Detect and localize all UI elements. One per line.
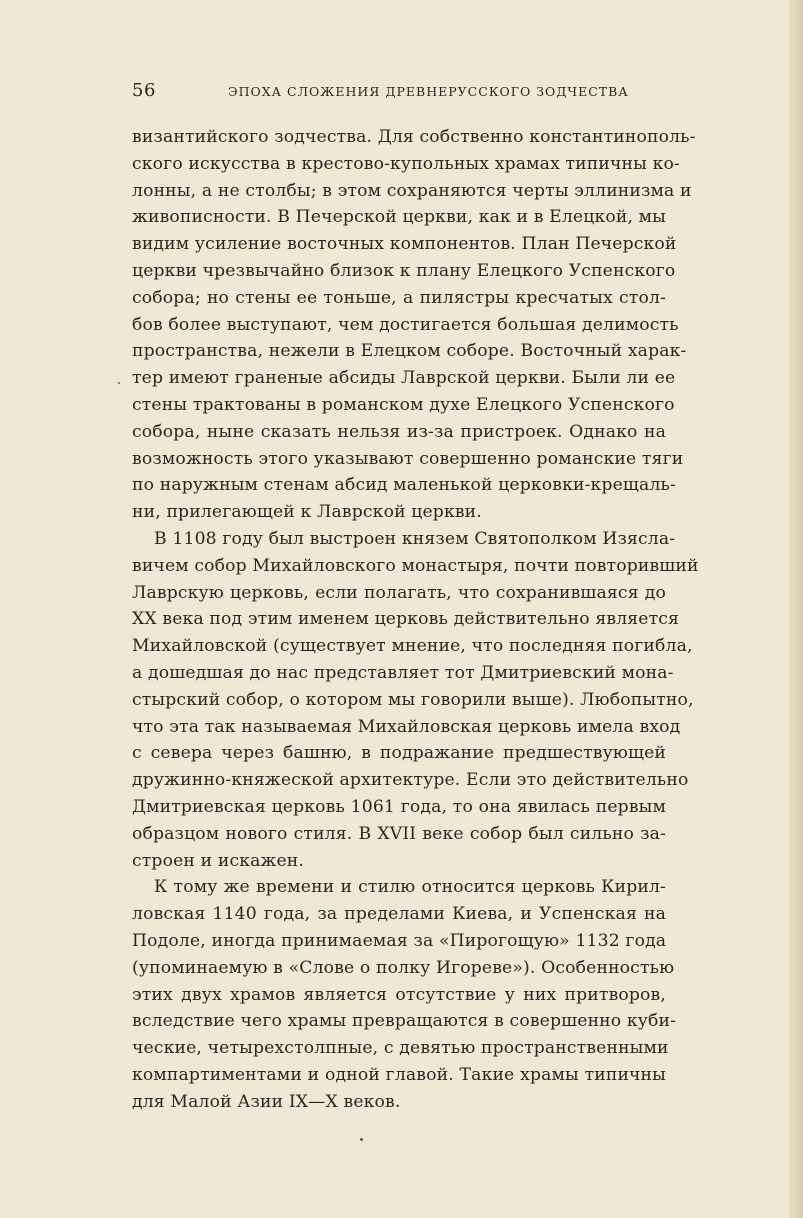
text-line: ческие, четырехстолпные, с девятью пространственными: [132, 1038, 669, 1059]
text-line: компартиментами и одной главой. Такие храмы типичны: [132, 1064, 666, 1085]
paper-speck: [360, 1138, 363, 1141]
paragraph-first-line: К тому же времени и стилю относится церковь Кирил-: [154, 877, 666, 898]
text-line: видим усиление восточных компонентов. План Печерской: [132, 234, 677, 255]
text-line: Михайловской (существует мнение, что последняя погибла,: [132, 636, 693, 657]
text-line: церкви чрезвычайно близок к плану Елецкого Успенского: [132, 260, 676, 281]
text-line: вичем собор Михайловского монастыря, почти повторивший: [132, 555, 699, 576]
running-title: ЭПОХА СЛОЖЕНИЯ ДРЕВНЕРУССКОГО ЗОДЧЕСТВА: [228, 84, 629, 99]
text-line: собора; но стены ее тоньше, а пилястры кресчатых стол-: [132, 287, 666, 308]
text-line: живописности. В Печерской церкви, как и в Елецкой, мы: [132, 207, 667, 228]
paragraph-first-line: В 1108 году был выстроен князем Святополком Изясла-: [154, 528, 676, 549]
page-number: 56: [132, 80, 156, 101]
paper-speck: [118, 382, 120, 384]
text-line: образцом нового стиля. В XVII веке собор был сильно за-: [132, 823, 666, 844]
text-line: дружинно-княжеской архитектуре. Если это действительно: [132, 770, 689, 791]
text-line: Подоле, иногда принимаемая за «Пирогощую» 1132 года: [132, 930, 667, 951]
text-line: по наружным стенам абсид маленькой церковки-крещаль-: [132, 475, 676, 496]
text-line: возможность этого указывают совершенно романские тяги: [132, 448, 684, 469]
running-head: [132, 80, 666, 104]
text-line: лонны, а не столбы; в этом сохраняются черты эллинизма и: [132, 180, 692, 201]
text-line: пространства, нежели в Елецком соборе. Восточный харак-: [132, 341, 687, 362]
text-line: тер имеют граненые абсиды Лаврской церкви. Были ли ее: [132, 368, 676, 389]
text-line: а дошедшая до нас представляет тот Дмитриевский мона-: [132, 662, 674, 683]
text-line: ского искусства в крестово-купольных храмах типичны ко-: [132, 153, 680, 174]
text-line: Дмитриевская церковь 1061 года, то она явилась первым: [132, 796, 666, 817]
text-line: византийского зодчества. Для собственно константинополь-: [132, 127, 696, 147]
text-line: бов более выступают, чем достигается большая делимость: [132, 314, 679, 335]
text-line: стырский собор, о котором мы говорили выше). Любопытно,: [132, 689, 694, 710]
text-line: стены трактованы в романском духе Елецкого Успенского: [132, 394, 675, 415]
text-line: строен и искажен.: [132, 850, 305, 871]
text-line: XX века под этим именем церковь действительно является: [132, 609, 680, 630]
text-line: этих двух храмов является отсутствие у них притворов,: [132, 984, 666, 1005]
page-edge-shadow: [789, 0, 803, 1218]
text-line: вследствие чего храмы превращаются в совершенно куби-: [132, 1011, 677, 1032]
text-line: для Малой Азии IX—X веков.: [132, 1091, 401, 1112]
text-line: с севера через башню, в подражание предшествующей: [132, 743, 666, 764]
body-text: [132, 124, 699, 1115]
text-line: (упоминаемую в «Слове о полку Игореве»). Особенностью: [132, 957, 675, 978]
text-line: что эта так называемая Михайловская церковь имела вход: [132, 716, 681, 737]
text-line: ни, прилегающей к Лаврской церкви.: [132, 502, 482, 523]
text-line: Лаврскую церковь, если полагать, что сохранившаяся до: [132, 582, 666, 603]
text-line: собора, ныне сказать нельзя из-за пристроек. Однако на: [132, 421, 666, 442]
text-line: ловская 1140 года, за пределами Киева, и Успенская на: [132, 904, 666, 925]
